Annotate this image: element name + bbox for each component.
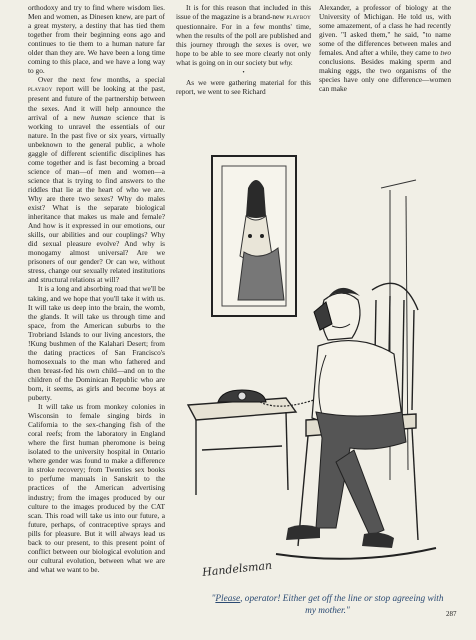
paragraph: It is a long and absorbing road that we'll be taking, and we hope that you'll take it with us. It will take us deep into the brain, the womb, the glands. It will take us through time and space, from the American suburbs to the Trobriand Islands to our living ancestors, the !Kung bushmen of the Kalahari Desert; from the dating practices of San Francisco's homosexuals to the man who fathered and then breast-fed his own child—and on to the children of the Dominican Republic who are born, it seems, as girls and become boys at puberty. xyxy=(28,284,165,403)
section-bullet: • xyxy=(242,70,245,77)
paragraph: Alexander, a professor of biology at the University of Michigan. He told us, with some amazement, of a class he had recently given. "I asked them," he said, "to name some of the differences between males and females. And after a while, they came to two conclusions. Besides making sperm and making eggs, the two organisms of the species have only one difference—women can make xyxy=(319,3,451,94)
page-number: 287 xyxy=(446,610,457,618)
text-column-3 xyxy=(319,3,451,93)
paragraph: As we were gathering material for this report, we went to see Richard xyxy=(176,78,311,97)
text-column-1 xyxy=(28,3,165,574)
text-column-2 xyxy=(176,3,311,96)
paragraph: It will take us from monkey colonies in Wisconsin to female singing birds in California to the sex-changing fish of the coral reefs; from the laboratory in England where the first human pheromone is being isolated to the university hospital in Ontario where gender was found to make a difference in stroke recovery; from Twenties sex books to perfume manuals in Sanskrit to the practices of the American advertising industry; from the images produced by our culture to the images produced by the CAT scan. This road will take us into our future, a future, perhaps, of contraceptive sprays and pills for pleasure. But it will always lead us back to our present, to this present point of conflict between our biological evolution and our cultural evolution, between what we are and what we want to be. xyxy=(28,402,165,574)
framed-painting xyxy=(212,156,296,316)
magazine-name: playboy xyxy=(286,14,311,22)
cartoon-caption: "Please, operator! Either get off the line or stop agreeing with my mother." xyxy=(211,594,444,616)
magazine-name: playboy xyxy=(28,86,53,94)
cartoon-illustration xyxy=(176,150,458,590)
paragraph: Over the next few months, a special playboy report will be looking at the past, present and future of the partnership between the sexes. And it will help announce the arrival of a new human science that is working to unravel the essentials of our nature. In the past five or six years, virtually unbeknown to the general public, a whole gaggle of different scientific disciplines has come together and is fast becoming a broad science of man—of men and women—a science that is trying to find answers to the riddles that lie at the heart of who we are. Why are there two sexes? Why do males exist? What is the separate biological inheritance that makes us male and female? And how is it expressed in our emotions, our skills, our abilities and our couplings? Why did sexual pleasure evolve? And why is monogamy almost universal? Are we prisoners of our gender? Or can we, without stress, change our sexually related institutions and structural relations at will? xyxy=(28,75,165,285)
artist-signature: Handelsman xyxy=(201,558,273,579)
paragraph: orthodoxy and try to find where wisdom lies. Men and women, as Dinesen knew, are part of a great mystery, a destiny that has tied them together from their beginning eons ago and continues to tie them to a human nature far older than they are. We have been a long time coming to this place, and we have a long way to go. xyxy=(28,3,165,76)
paragraph: It is for this reason that included in this issue of the magazine is a brand-new playboy questionnaire. For in a few months' time, when the results of the poll are published and this journey through the sexes is over, we hope to be able to see more clearly not only what is going on in our society but why. xyxy=(176,3,311,68)
